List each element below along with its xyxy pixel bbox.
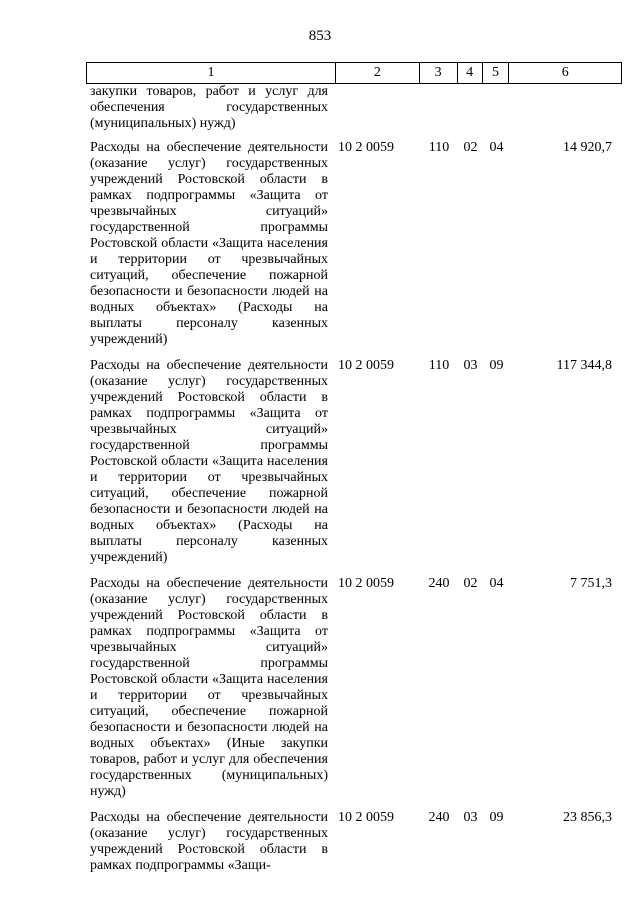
row-section: 02: [463, 140, 478, 155]
row-expense-type: 110: [428, 140, 450, 155]
table-row: [86, 576, 622, 800]
row-code: 10 2 0059: [338, 576, 394, 591]
row-subsection: 09: [489, 810, 504, 825]
header-col-3: 3: [420, 63, 458, 83]
row-subsection: 09: [489, 358, 504, 373]
row-amount: 7 751,3: [570, 576, 612, 591]
row-description: Расходы на обеспечение деятельности (оказание услуг) государственных учреждений Ростовской области в рамках подпрограммы «Защита от чрезвычайных ситуаций» государственной программы Ростовской области «Защита населения и территории от чрезвычайных ситуаций, обеспечение пожарной безопасности и безопасности людей на водных объектах» (Расходы на выплаты персоналу казенных учреждений): [90, 358, 328, 565]
row-section: 03: [463, 810, 478, 825]
row-amount: 14 920,7: [563, 140, 612, 155]
row-subsection: 04: [489, 140, 504, 155]
row-code: 10 2 0059: [338, 140, 394, 155]
row-amount: 117 344,8: [556, 358, 612, 373]
header-col-4: 4: [458, 63, 483, 83]
row-description: Расходы на обеспечение деятельности (оказание услуг) государственных учреждений Ростовской области в рамках подпрограммы «Защи-: [90, 810, 328, 873]
row-expense-type: 240: [428, 810, 450, 825]
row-expense-type: 110: [428, 358, 450, 373]
row-code: 10 2 0059: [338, 358, 394, 373]
header-col-1: 1: [87, 63, 336, 83]
row-code: 10 2 0059: [338, 810, 394, 825]
table-row: [86, 810, 622, 874]
header-col-2: 2: [336, 63, 420, 83]
table-body: [86, 140, 622, 884]
row-section: 03: [463, 358, 478, 373]
header-col-5: 5: [483, 63, 510, 83]
row-subsection: 04: [489, 576, 504, 591]
header-col-6: 6: [561, 65, 569, 80]
table-row: [86, 140, 622, 348]
table-header: [86, 62, 622, 84]
row-description: Расходы на обеспечение деятельности (оказание услуг) государственных учреждений Ростовской области в рамках подпрограммы «Защита от чрезвычайных ситуаций» государственной программы Ростовской области «Защита населения и территории от чрезвычайных ситуаций, обеспечение пожарной безопасности и безопасности людей на водных объектах» (Иные закупки товаров, работ и услуг для обеспечения государственных (муниципальных) нужд): [90, 576, 328, 799]
row-description: Расходы на обеспечение деятельности (оказание услуг) государственных учреждений Ростовской области в рамках подпрограммы «Защита от чрезвычайных ситуаций» государственной программы Ростовской области «Защита населения и территории от чрезвычайных ситуаций, обеспечение пожарной безопасности и безопасности людей на водных объектах» (Расходы на выплаты персоналу казенных учреждений): [90, 140, 328, 347]
row-section: 02: [463, 576, 478, 591]
continuation-text: закупки товаров, работ и услуг для обеспечения государственных (муниципальных) нужд): [90, 84, 328, 131]
page-number: 853: [308, 28, 332, 44]
row-amount: 23 856,3: [563, 810, 612, 825]
table-row: [86, 358, 622, 566]
row-expense-type: 240: [428, 576, 450, 591]
